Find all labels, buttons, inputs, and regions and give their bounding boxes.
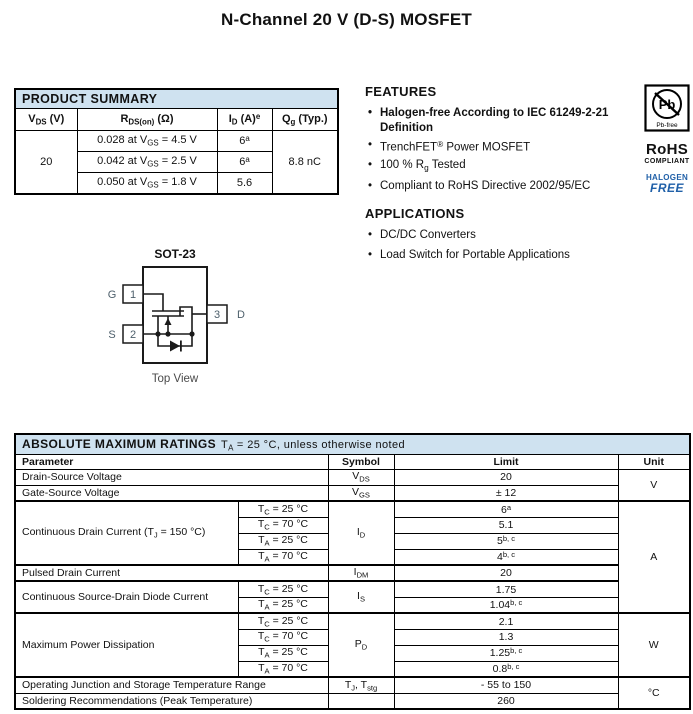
- unit-cell: W: [618, 613, 690, 677]
- limit-cell: - 55 to 150: [394, 677, 618, 693]
- svg-text:3: 3: [213, 309, 221, 321]
- bullet-icon: •: [368, 248, 373, 261]
- limit-cell: 5$^{b, c}$: [394, 533, 618, 549]
- feature-text: Halogen-free According to IEC 61249-2-21 Definition: [380, 107, 609, 134]
- table-row: [15, 693, 690, 709]
- unit-cell: V: [618, 469, 690, 501]
- bullet-icon: •: [368, 139, 373, 151]
- parameter-cell: Soldering Recommendations (Peak Temperature): [15, 693, 328, 709]
- condition-cell: $T_C = 70$ °C: [238, 629, 328, 645]
- features-heading: FEATURES: [365, 84, 437, 99]
- svg-text:Pb-free: Pb-free: [656, 122, 678, 129]
- limit-cell: 1.25$^{b, c}$: [394, 645, 618, 661]
- list-item: [365, 158, 641, 176]
- svg-text:1: 1: [129, 289, 137, 301]
- parameter-cell: Continuous Drain Current ($T_J = 150$ °C): [15, 501, 238, 565]
- rohs-compliant-label: COMPLIANT: [644, 158, 690, 165]
- bullet-icon: •: [368, 229, 373, 242]
- condition-cell: $T_A = 25$ °C: [238, 533, 328, 549]
- parameter-cell: Operating Junction and Storage Temperature Range: [15, 677, 328, 693]
- product-summary-title: PRODUCT SUMMARY: [15, 89, 338, 109]
- limit-cell: 2.1: [394, 613, 618, 629]
- limit-cell: 1.04$^{b, c}$: [394, 597, 618, 613]
- condition-cell: $T_C = 25$ °C: [238, 501, 328, 517]
- svg-text:S: S: [108, 329, 116, 341]
- application-text: Load Switch for Portable Applications: [380, 248, 570, 261]
- product-summary-table: [14, 88, 339, 195]
- limit-cell: 4$^{b, c}$: [394, 549, 618, 565]
- rdson-value: 0.042 at $V_{GS} = 2.5$ V: [77, 152, 217, 173]
- feature-text: 100 % $R_g$ Tested: [380, 158, 466, 173]
- limit-cell: 0.8$^{b, c}$: [394, 661, 618, 677]
- symbol-cell: $I_{DM}$: [328, 565, 394, 581]
- table-row: [15, 677, 690, 693]
- list-item: [365, 228, 641, 243]
- header-symbol: Symbol: [328, 454, 394, 469]
- list-item: [365, 106, 641, 135]
- bullet-icon: •: [368, 179, 373, 192]
- amr-title: ABSOLUTE MAXIMUM RATINGS $T_A = 25$ °C, unless otherwise noted: [15, 434, 690, 454]
- package-diagram: [100, 245, 260, 395]
- condition-cell: $T_A = 70$ °C: [238, 661, 328, 677]
- id-value: 6$^a$: [217, 131, 272, 152]
- limit-cell: ± 12: [394, 485, 618, 501]
- parameter-cell: Pulsed Drain Current: [15, 565, 328, 581]
- table-row: [15, 131, 338, 152]
- col-vds: $V_{DS}$ (V): [15, 109, 77, 131]
- qg-value: 8.8 nC: [272, 131, 338, 194]
- col-rdson: $R_{DS(on)}$ (Ω): [77, 109, 217, 131]
- table-row: [15, 501, 690, 517]
- applications-section: [365, 206, 641, 262]
- parameter-cell: Drain-Source Voltage: [15, 469, 328, 485]
- absolute-maximum-ratings-table: [14, 433, 691, 710]
- condition-cell: $T_A = 70$ °C: [238, 549, 328, 565]
- symbol-cell: $T_J$, $T_{stg}$: [328, 677, 394, 693]
- table-row: [15, 581, 690, 597]
- application-text: DC/DC Converters: [380, 229, 476, 242]
- svg-text:2: 2: [129, 329, 137, 341]
- rdson-value: 0.028 at $V_{GS} = 4.5$ V: [77, 131, 217, 152]
- feature-text: TrenchFET® Power MOSFET: [380, 140, 531, 154]
- symbol-cell: $V_{GS}$: [328, 485, 394, 501]
- list-item: [365, 138, 641, 155]
- page-title: N-Channel 20 V (D-S) MOSFET: [221, 10, 472, 29]
- col-id: $I_D$ $(A)^e$: [217, 109, 272, 131]
- limit-cell: 1.3: [394, 629, 618, 645]
- package-name: SOT-23: [154, 247, 196, 261]
- symbol-cell: $P_D$: [328, 613, 394, 677]
- condition-cell: $T_C = 70$ °C: [238, 517, 328, 533]
- product-summary-header-row: [15, 109, 338, 131]
- limit-cell: 20: [394, 565, 618, 581]
- list-item: [365, 179, 641, 194]
- compliance-badges: [644, 84, 690, 195]
- table-row: [15, 565, 690, 581]
- col-qg: $Q_g$ (Typ.): [272, 109, 338, 131]
- pb-free-icon: [644, 84, 690, 132]
- limit-cell: 6$^a$: [394, 501, 618, 517]
- parameter-cell: Continuous Source-Drain Diode Current: [15, 581, 238, 613]
- symbol-cell: [328, 693, 394, 709]
- bullet-icon: •: [368, 158, 373, 171]
- symbol-cell: $V_{DS}$: [328, 469, 394, 485]
- condition-cell: $T_C = 25$ °C: [238, 613, 328, 629]
- svg-text:G: G: [107, 289, 117, 301]
- halogen-free-label: FREE: [649, 181, 684, 195]
- feature-text: Compliant to RoHS Directive 2002/95/EC: [380, 179, 591, 192]
- header-unit: Unit: [618, 454, 690, 469]
- unit-cell: °C: [618, 677, 690, 709]
- limit-cell: 1.75: [394, 581, 618, 597]
- bullet-icon: •: [368, 107, 373, 119]
- svg-text:Pb: Pb: [658, 97, 676, 112]
- symbol-cell: $I_S$: [328, 581, 394, 613]
- id-value: 6$^a$: [217, 152, 272, 173]
- header-parameter: Parameter: [15, 454, 328, 469]
- condition-cell: $T_C = 25$ °C: [238, 581, 328, 597]
- header-limit: Limit: [394, 454, 618, 469]
- features-section: [365, 84, 641, 267]
- amr-header-row: [15, 454, 690, 469]
- svg-text:D: D: [237, 309, 245, 321]
- limit-cell: 20: [394, 469, 618, 485]
- applications-heading: APPLICATIONS: [365, 206, 465, 222]
- table-row: [15, 613, 690, 629]
- halogen-label: HALOGEN: [645, 173, 689, 182]
- table-row: [15, 485, 690, 501]
- limit-cell: 5.1: [394, 517, 618, 533]
- symbol-cell: $I_D$: [328, 501, 394, 565]
- parameter-cell: Maximum Power Dissipation: [15, 613, 238, 677]
- rdson-value: 0.050 at $V_{GS} = 1.8$ V: [77, 173, 217, 194]
- unit-cell: A: [618, 501, 690, 613]
- limit-cell: 260: [394, 693, 618, 709]
- list-item: [365, 248, 641, 263]
- id-value: 5.6: [217, 173, 272, 194]
- table-row: [15, 469, 690, 485]
- rohs-label: RoHS: [645, 141, 689, 158]
- condition-cell: $T_A = 25$ °C: [238, 645, 328, 661]
- condition-cell: $T_A = 25$ °C: [238, 597, 328, 613]
- vds-value: 20: [15, 131, 77, 194]
- parameter-cell: Gate-Source Voltage: [15, 485, 328, 501]
- package-view-label: Top View: [151, 373, 199, 385]
